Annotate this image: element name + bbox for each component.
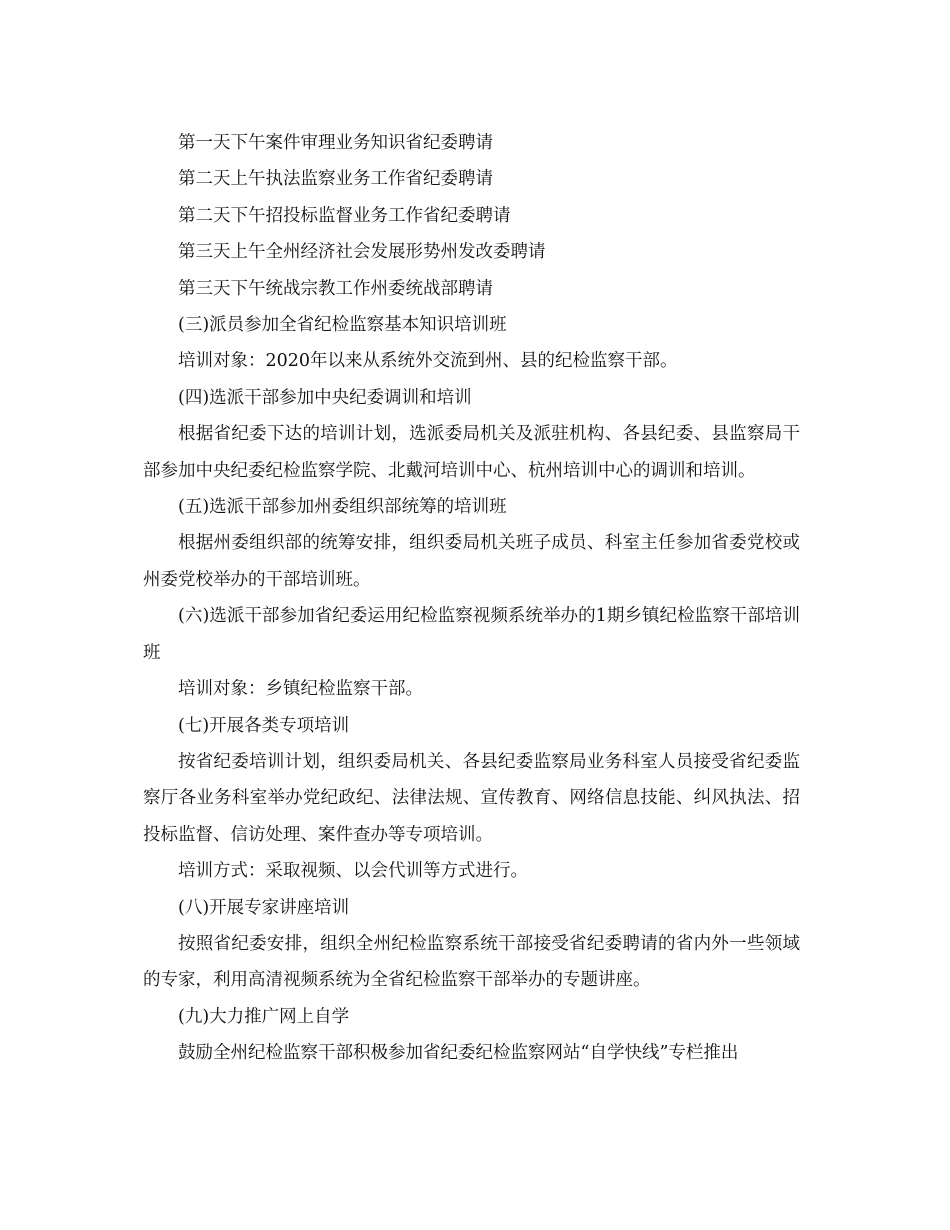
paragraph-organization-training: 根据州委组织部的统筹安排，组织委局机关班子成员、科室主任参加省委党校或州委党校举办的干部培训班。 bbox=[143, 533, 800, 590]
section-heading-7: (七)开展各类专项培训 bbox=[178, 715, 350, 736]
section-heading-9: (九)大力推广网上自学 bbox=[178, 1006, 350, 1027]
paragraph-training-target-1: 培训对象：2020年以来从系统外交流到州、县的纪检监察干部。 bbox=[178, 351, 678, 372]
paragraph-online-study: 鼓励全州纪检监察干部积极参加省纪委纪检监察网站“自学快线”专栏推出 bbox=[178, 1043, 739, 1064]
paragraph-expert-lectures: 按照省纪委安排，组织全州纪检监察系统干部接受省纪委聘请的省内外一些领域的专家，利用高清视频系统为全省纪检监察干部举办的专题讲座。 bbox=[143, 933, 800, 991]
paragraph-special-training: 按省纪委培训计划，组织委局机关、各县纪委监察局业务科室人员接受省纪委监察厅各业务科室举办党纪政纪、法律法规、宣传教育、网络信息技能、纠风执法、招投标监督、信访处理、案件查办等专项培训。 bbox=[143, 751, 800, 845]
paragraph-training-method: 培训方式：采取视频、以会代训等方式进行。 bbox=[178, 861, 528, 882]
section-heading-4: (四)选派干部参加中央纪委调训和培训 bbox=[178, 387, 472, 408]
document-body bbox=[143, 125, 800, 1072]
paragraph-central-training: 根据省纪委下达的培训计划，选派委局机关及派驻机构、各县纪委、县监察局干部参加中央纪委纪检监察学院、北戴河培训中心、杭州培训中心的调训和培训。 bbox=[143, 424, 800, 481]
section-heading-6: (六)选派干部参加省纪委运用纪检监察视频系统举办的1期乡镇纪检监察干部培训班 bbox=[143, 606, 800, 663]
section-heading-8: (八)开展专家讲座培训 bbox=[178, 897, 350, 918]
paragraph-day3-afternoon: 第三天下午统战宗教工作州委统战部聘请 bbox=[178, 278, 493, 299]
paragraph-day2-morning: 第二天上午执法监察业务工作省纪委聘请 bbox=[178, 169, 493, 190]
paragraph-day2-afternoon: 第二天下午招投标监督业务工作省纪委聘请 bbox=[178, 205, 511, 226]
paragraph-training-target-2: 培训对象：乡镇纪检监察干部。 bbox=[178, 679, 423, 700]
section-heading-5: (五)选派干部参加州委组织部统筹的培训班 bbox=[178, 497, 507, 518]
section-heading-3: (三)派员参加全省纪检监察基本知识培训班 bbox=[178, 315, 507, 336]
paragraph-day3-morning: 第三天上午全州经济社会发展形势州发改委聘请 bbox=[178, 242, 546, 263]
paragraph-day1-afternoon: 第一天下午案件审理业务知识省纪委聘请 bbox=[178, 133, 493, 153]
